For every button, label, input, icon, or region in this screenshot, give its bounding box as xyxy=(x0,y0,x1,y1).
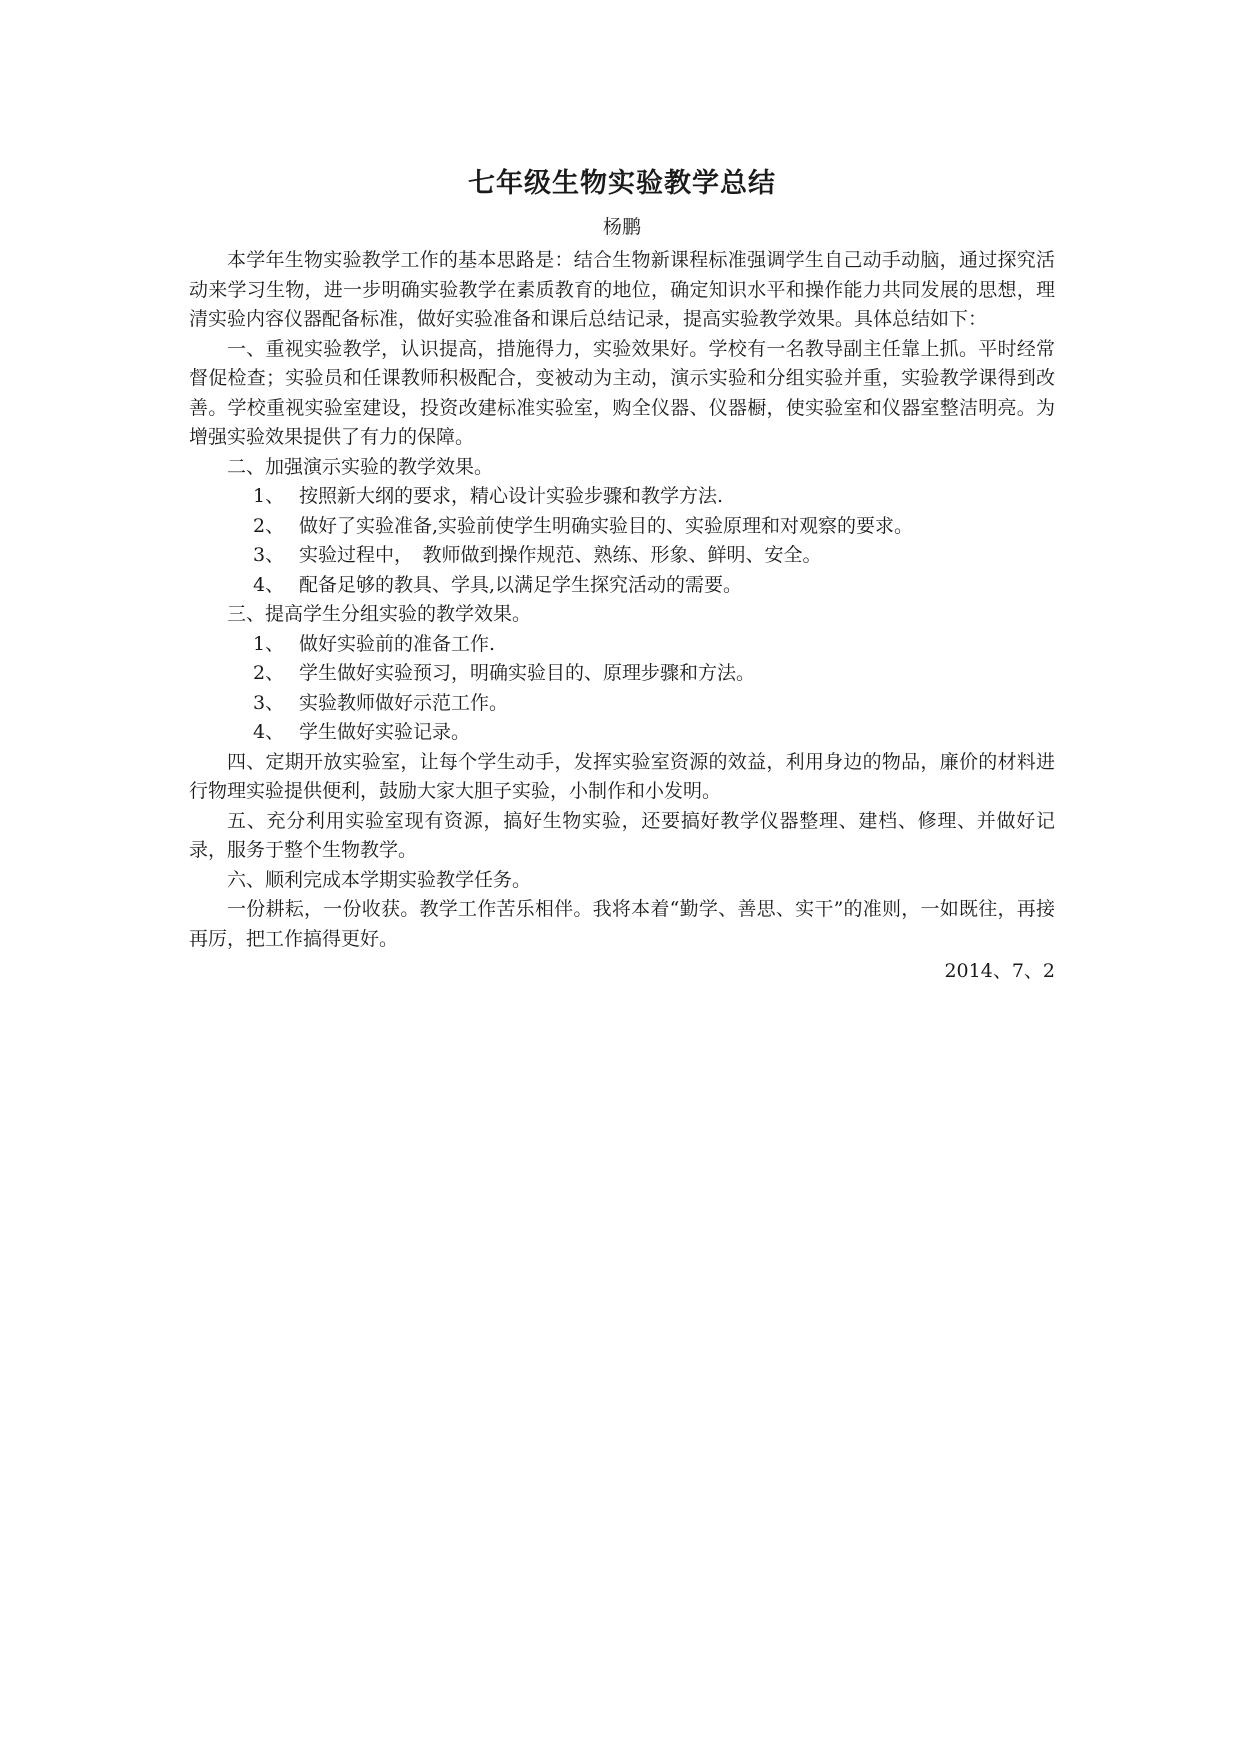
list-item-text: 配备足够的教具、学具,以满足学生探究活动的需要。 xyxy=(299,573,743,596)
document-page xyxy=(189,160,1055,988)
section-5-paragraph: 五、充分利用实验室现有资源，搞好生物实验，还要搞好教学仪器整理、建档、修理、并做好记录，服务于整个生物教学。 xyxy=(189,809,1055,861)
section-2-heading: 二、加强演示实验的教学效果。 xyxy=(227,455,494,478)
section-2-list xyxy=(189,482,1055,600)
list-item-text: 做好了实验准备,实验前使学生明确实验目的、实验原理和对观察的要求。 xyxy=(299,514,914,537)
list-item xyxy=(189,689,1055,719)
list-item xyxy=(189,718,1055,748)
section-4-paragraph: 四、定期开放实验室，让每个学生动手，发挥实验室资源的效益，利用身边的物品，廉价的材料进行物理实验提供便利，鼓励大家大胆子实验，小制作和小发明。 xyxy=(189,750,1055,802)
list-item-number: 2、 xyxy=(253,662,285,684)
list-item xyxy=(189,482,1055,512)
list-item-number: 4、 xyxy=(253,721,285,743)
list-item xyxy=(189,512,1055,542)
list-item-number: 1、 xyxy=(253,632,285,655)
list-item-text: 实验教师做好示范工作。 xyxy=(299,691,509,714)
document-date: 2014、7、2 xyxy=(944,960,1055,982)
section-3-heading: 三、提高学生分组实验的教学效果。 xyxy=(227,603,532,625)
section-6-paragraph: 六、顺利完成本学期实验教学任务。 xyxy=(227,868,532,891)
section-1-paragraph: 一、重视实验教学，认识提高，措施得力，实验效果好。学校有一名教导副主任靠上抓。平时经常督促检查；实验员和任课教师积极配合，变被动为主动，演示实验和分组实验并重，实验教学课得到改善。学校重视实验室建设，投资改建标准实验室，购全仪器、仪器橱，使实验室和仪器室整洁明亮。为增强实验效果提供了有力的保障。 xyxy=(189,337,1055,448)
intro-paragraph: 本学年生物实验教学工作的基本思路是：结合生物新课程标准强调学生自己动手动脑，通过探究活动来学习生物，进一步明确实验教学在素质教育的地位，确定知识水平和操作能力共同发展的思想，理清实验内容仪器配备标准，做好实验准备和课后总结记录，提高实验教学效果。具体总结如下： xyxy=(189,249,1055,330)
list-item xyxy=(189,541,1055,571)
section-3-list xyxy=(189,630,1055,748)
list-item-text: 按照新大纲的要求，精心设计实验步骤和教学方法. xyxy=(299,485,724,507)
list-item-text: 实验过程中， 教师做到操作规范、熟练、形象、鲜明、安全。 xyxy=(299,544,822,566)
list-item-number: 3、 xyxy=(253,544,285,566)
list-item xyxy=(189,659,1055,689)
list-item-text: 学生做好实验预习，明确实验目的、原理步骤和方法。 xyxy=(299,662,756,684)
list-item-number: 1、 xyxy=(253,485,285,507)
list-item xyxy=(189,571,1055,601)
list-item-number: 2、 xyxy=(253,514,285,537)
closing-paragraph: 一份耕耘，一份收获。教学工作苦乐相伴。我将本着“勤学、善思、实干”的准则，一如既往，再接再厉，把工作搞得更好。 xyxy=(189,898,1055,950)
document-title: 七年级生物实验教学总结 xyxy=(468,168,776,199)
list-item-number: 3、 xyxy=(253,691,285,714)
document-author: 杨鹏 xyxy=(602,216,641,238)
list-item-text: 学生做好实验记录。 xyxy=(299,721,471,743)
list-item-number: 4、 xyxy=(253,573,285,596)
list-item xyxy=(189,630,1055,660)
list-item-text: 做好实验前的准备工作. xyxy=(299,632,496,655)
